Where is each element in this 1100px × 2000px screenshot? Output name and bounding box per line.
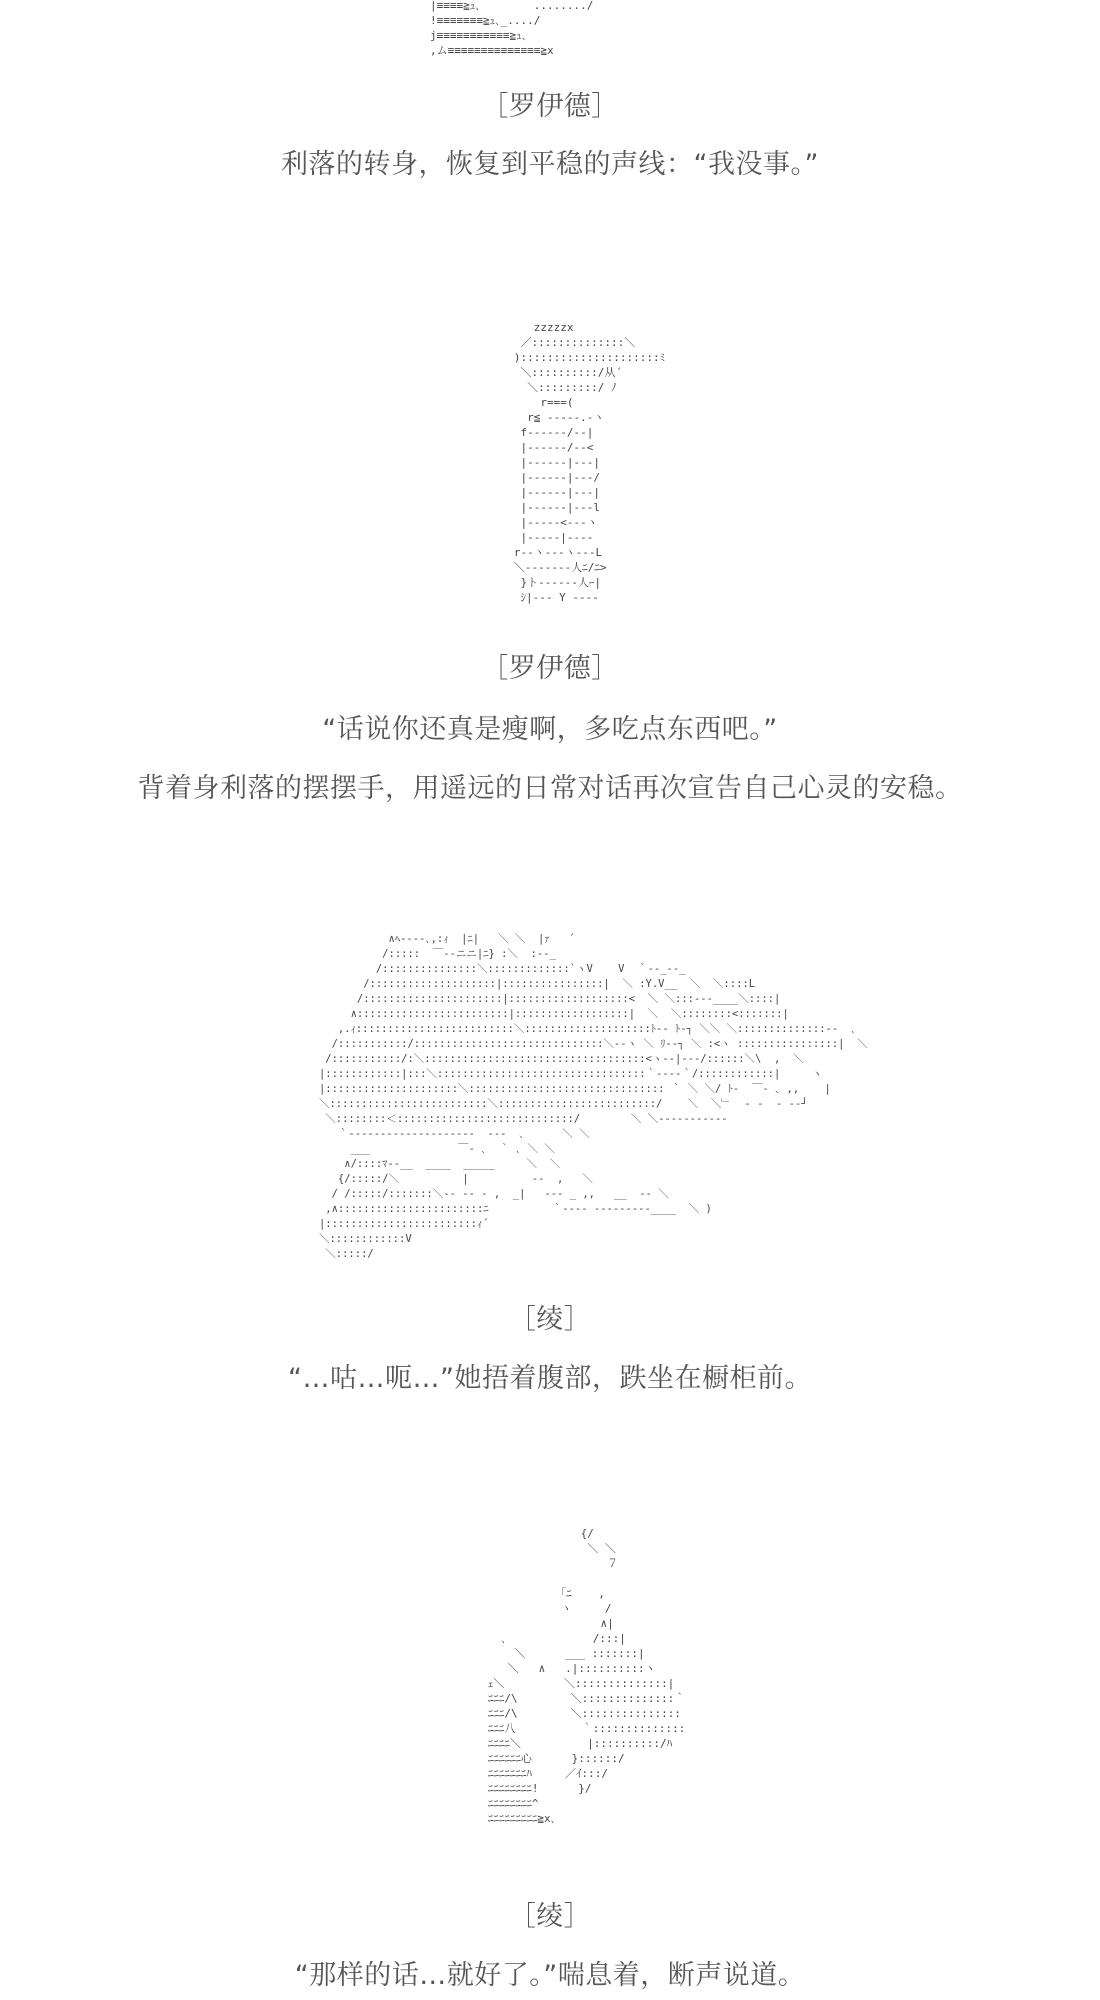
narration-line: 利落的转身，恢复到平稳的声线：“我没事。”	[281, 149, 819, 180]
speaker-label-aya: ［绫］	[508, 1901, 592, 1932]
narration-line: 背着身利落的摆摆手，用遥远的日常对话再次宣告自己心灵的安稳。	[137, 773, 963, 804]
speaker-label-roid: ［罗伊德］	[481, 91, 619, 122]
ascii-art-roid-back: |≡≡≡≡≧ｭ､ ......../ !≡≡≡≡≡≡≡≧ｭ､_..../ j≡≡≡≡≡≡≡≡≡≡≡≧ｭ､ ,ム≡≡≡≡≡≡≡≡≡≡≡≡≡≡≧x	[430, 0, 594, 57]
dialogue-line: “话说你还真是瘦啊，多吃点东西吧。”	[322, 714, 778, 745]
speaker-label-roid: ［罗伊德］	[481, 653, 619, 684]
ascii-art-aya-kneeling: {/ ＼ ＼ ７ ｢ﾆ , ヽ / ∧| ､ /:::| ＼ ___ :::::::| ＼ ∧ .|::::::::::ヽ ｪ＼ ＼::::::::::::::| ﾆﾆﾆ/\ ＼::::::::::::::｀ ﾆﾆﾆ/\ ＼::::::::::::::: ﾆﾆﾆ八 ｀:::::::::::::: ﾆﾆﾆﾆ＼ |::::::::::/ﾊ ﾆﾆﾆﾆﾆﾆ心 }::::::/ ﾆﾆﾆﾆﾆﾆﾆﾊ ／ｲ:::/ ﾆﾆﾆﾆﾆﾆﾆﾆ! }/ ﾆﾆﾆﾆﾆﾆﾆﾆ^ ﾆﾆﾆﾆﾆﾆﾆﾆﾆ≧x､	[468, 1527, 686, 1825]
ascii-art-roid-standing: zzzzzx ／::::::::::::::＼ ):::::::::::::::::::::ﾐ ＼::::::::::/从´ ＼:::::::::/ ﾉ r===( r≦ -‐-‐‐.-ヽ f‐-‐-‐‐/‐‐| |‐‐‐‐‐‐/‐‐< |‐‐‐‐‐‐|‐‐‐| |‐‐‐‐‐‐|‐‐‐/ |‐‐‐‐‐‐|‐‐‐| |‐‐‐‐‐‐|‐‐‐l |‐‐‐‐‐<‐‐‐ヽ |‐‐‐‐‐|‐‐‐‐ r‐‐ヽ‐‐‐ヽ‐‐‐L ＼‐‐‐‐‐‐‐人ﾆ/ﾆ> }ト‐‐‐‐‐‐人ｰ| ｼ|‐‐‐ Y ‐‐‐‐	[494, 321, 666, 604]
speaker-label-aya: ［绫］	[508, 1304, 592, 1335]
narration-line: “…咕…呃…”她捂着腹部，跌坐在橱柜前。	[288, 1363, 812, 1394]
dialogue-line: “那样的话…就好了。”喘息着，断声说道。	[294, 1960, 806, 1991]
ascii-art-aya-collapsed: ∧ﾍ‐---､,:ｨ |ﾆ| ＼ ＼ |ｧ ´ /::::: ￣‐-ニニ|ﾆ} :＼ :‐-_ /:::::::::::::::＼:::::::::::::`ヽV V ｀‐-_‐-_ /::::::::::::::::::::|::::::::::::::::| ＼ :Y.V__ ＼ ＼::::L /::::::::::::::::::::::|:::::::::::::::::::< ＼ ＼:::‐‐-____＼::::| ∧::::::::::::::::::::::::|::::::::::::::::::| ＼ ＼::::::::<:::::::| ,.ｨ:::::::::::::::::::::::::＼::::::::::::::::::::ﾄ-- ﾄ-┐ ＼＼ ＼::::::::::::::‐- ､ /:::::::::::/::::::::::::::::::::::::::::::＼‐-ヽ ＼ ﾘ‐‐┐ ＼ :<ヽ ::::::::::::::::| ＼ /:::::::::::/:＼:::::::::::::::::::::::::::::::::::<ヽ--|‐-‐/::::::＼\ , ＼ |::::::::::::|:::＼:::::::::::::::::::::::::::::::::｀‐-‐-｀/::::::::::::| ヽ |:::::::::::::::::::::＼::::::::::::::::::::::::::::::: ｀ ＼ ＼/ ﾄ‐ ￣‐ ､ ,, | ＼:::::::::::::::::::::::::＼:::::::::::::::::::::::::/ ＼ ＼﹂ ‐ - ‐ ‐-┘ ＼::::::::＜::::::::::::::::::::::::::::/ ＼ ＼‐‐‐‐‐‐‐‐‐‐‐ ｀‐-‐-‐‐-‐‐-‐‐-‐‐-‐‐‐‐ ‐-‐ ､ ＼ ＼ ___ ￣‐ ､ ｀ ､ ＼ ＼ ∧/::::ﾏ‐-__ ____ _____ ＼ ＼ {/:::::/＼ | ‐‐ , ＼ / /:::::/:::::::＼-- -- ‐ , _| ‐‐‐ _ ,, __ ‐‐ ＼ ,∧:::::::::::::::::::::::ﾆ ｀‐-‐‐ ‐-‐-‐‐‐--____ ＼ ) |::::::::::::::::::::::::ｨ´ ＼::::::::::::V ＼:::::/	[300, 933, 868, 1260]
